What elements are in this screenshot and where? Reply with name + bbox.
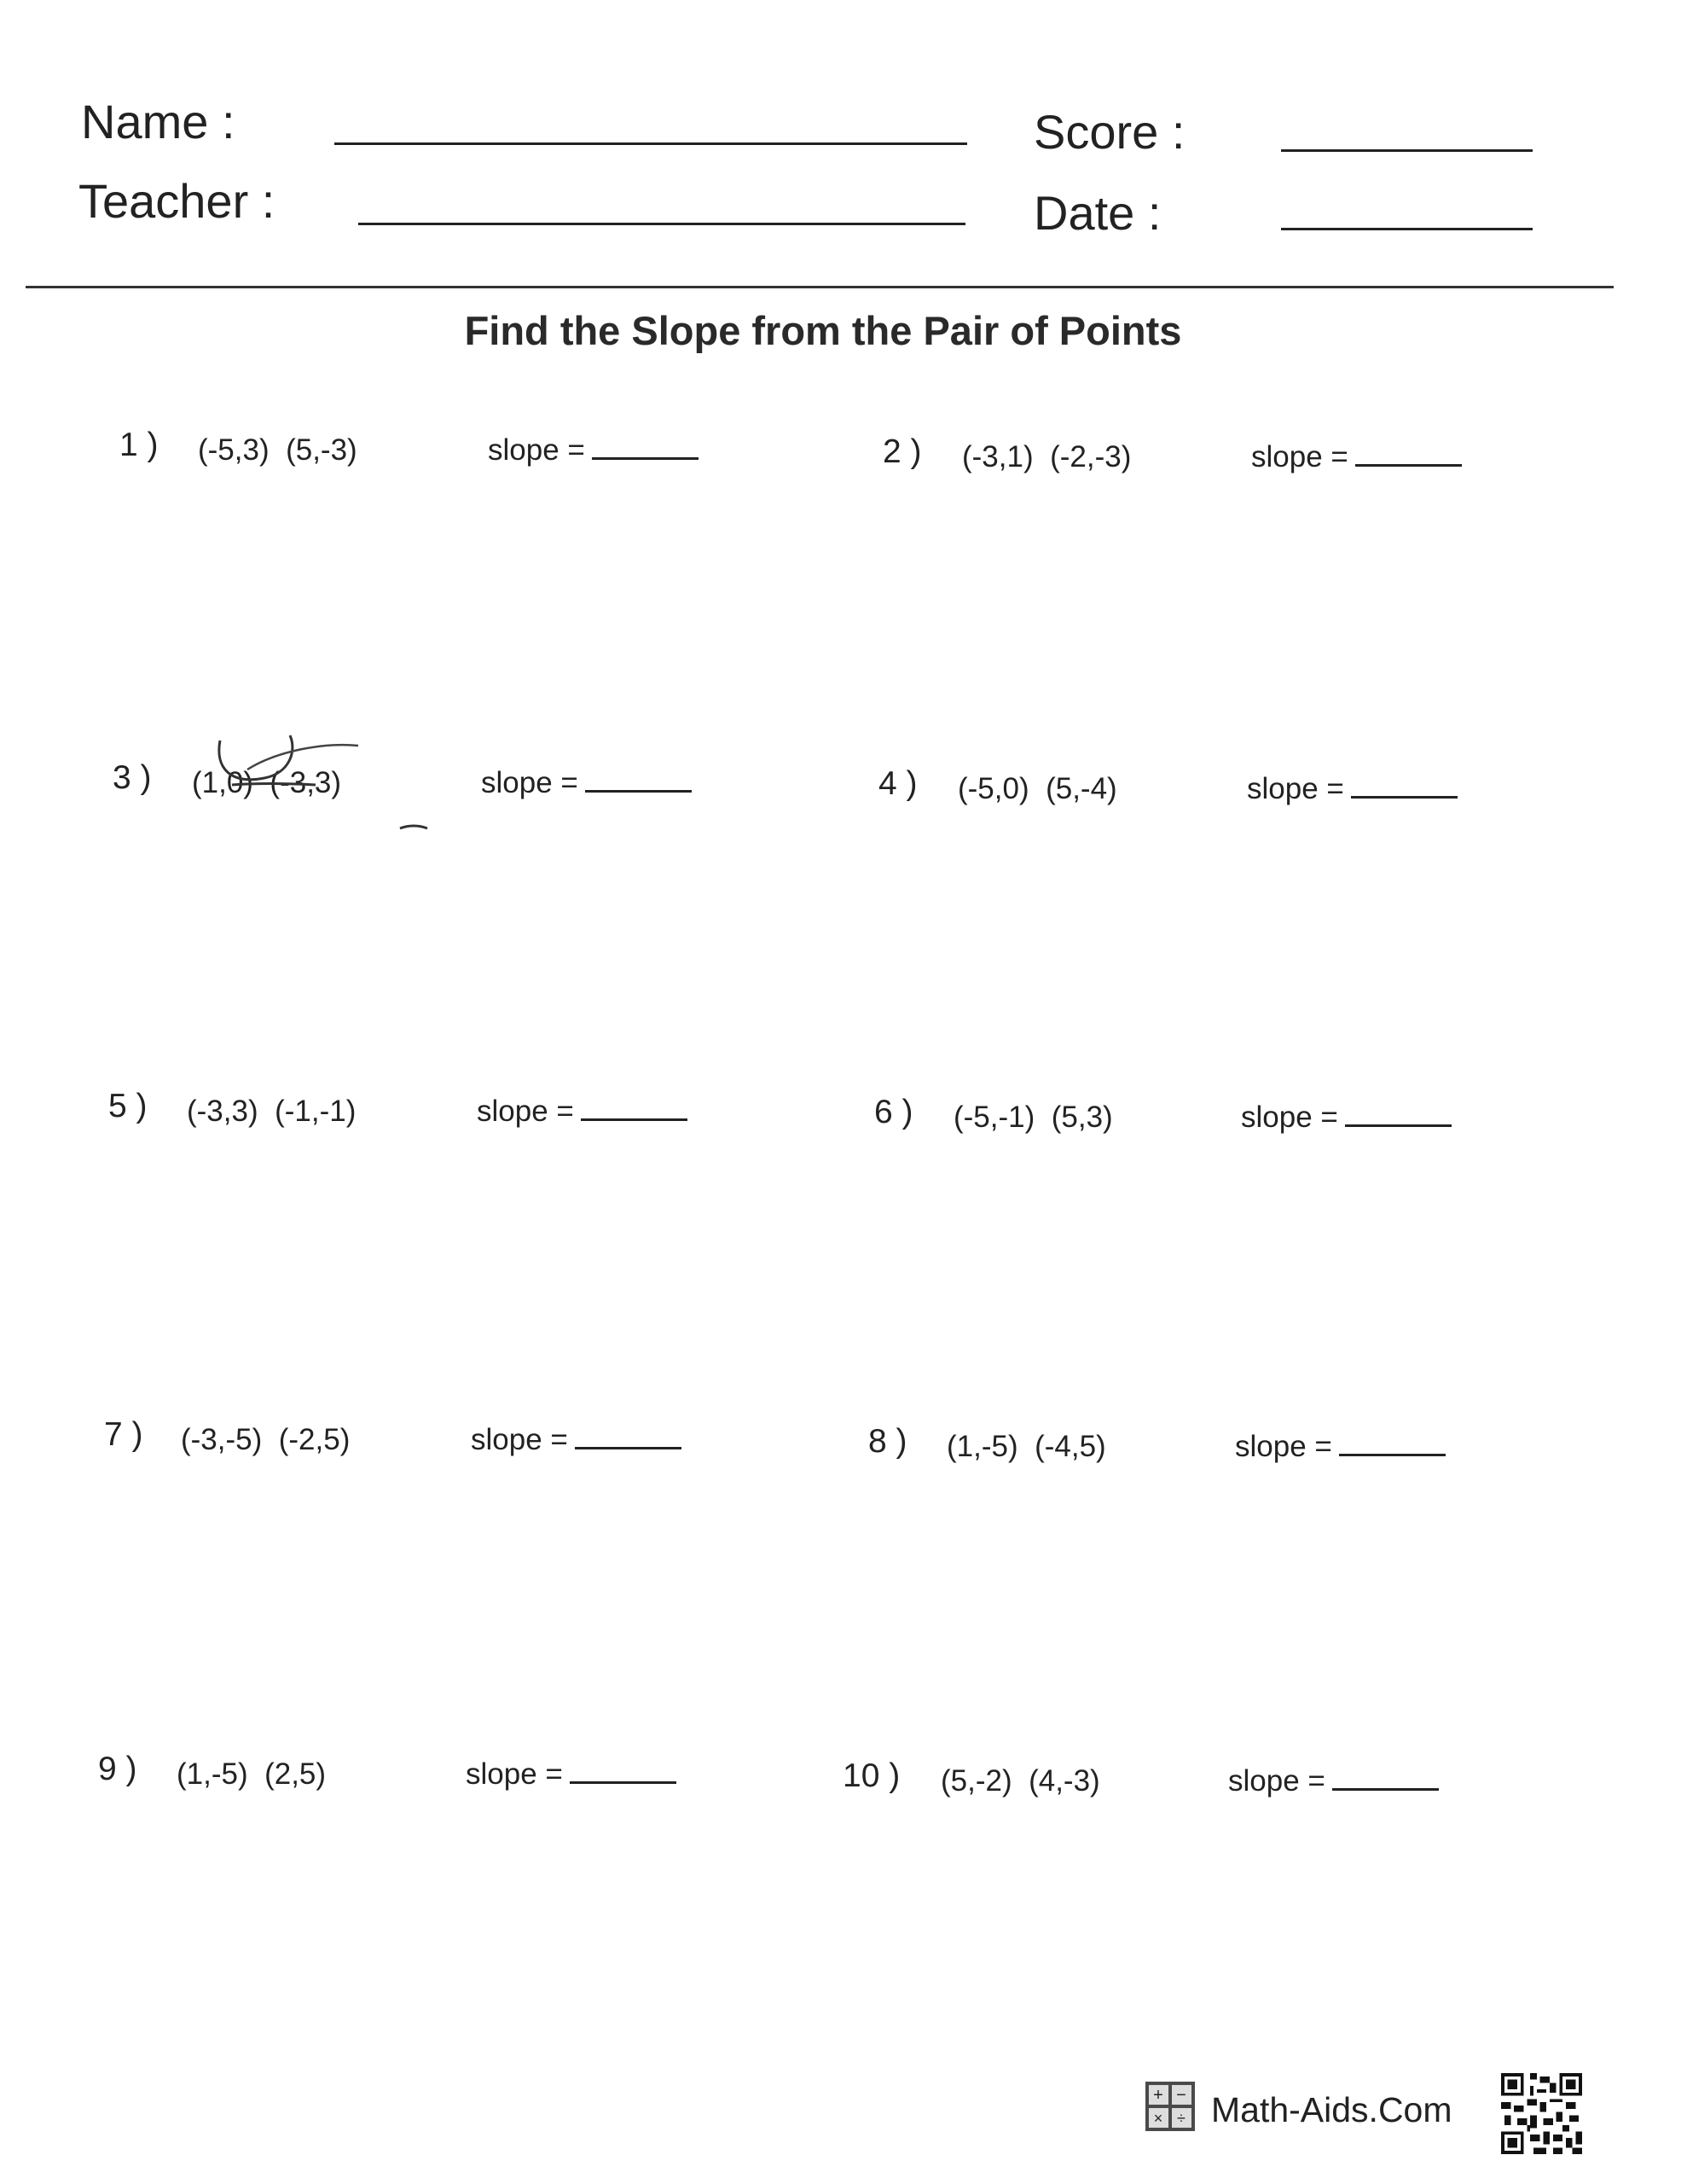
date-label: Date : <box>1034 186 1162 240</box>
answer-blank[interactable] <box>1351 796 1458 799</box>
answer-blank[interactable] <box>1332 1788 1439 1791</box>
problem-points: (-3,-5) (-2,5) <box>181 1423 351 1456</box>
answer-blank[interactable] <box>1355 464 1462 467</box>
slope-answer[interactable] <box>1228 1764 1439 1798</box>
slope-label: slope = <box>466 1757 563 1791</box>
slope-answer[interactable] <box>481 766 692 800</box>
problem-points: (1,-5) (2,5) <box>177 1757 327 1791</box>
problem-points: (-3,3) (-1,-1) <box>187 1095 357 1128</box>
problem-number: 5 ) <box>108 1088 148 1124</box>
problem-2 <box>883 433 1480 485</box>
slope-label: slope = <box>1228 1764 1325 1798</box>
svg-text:+: + <box>1153 2086 1163 2105</box>
slope-label: slope = <box>1251 440 1348 473</box>
slope-answer[interactable] <box>466 1757 676 1792</box>
problem-number: 9 ) <box>98 1751 137 1787</box>
score-label: Score : <box>1034 105 1186 159</box>
answer-blank[interactable] <box>581 1118 687 1121</box>
answer-blank[interactable] <box>592 457 699 460</box>
svg-text:×: × <box>1153 2110 1163 2127</box>
problem-number: 3 ) <box>113 759 152 796</box>
answer-blank[interactable] <box>570 1781 676 1784</box>
answer-blank[interactable] <box>1345 1124 1452 1127</box>
problem-5 <box>108 1088 705 1139</box>
slope-label: slope = <box>471 1423 568 1456</box>
slope-label: slope = <box>481 766 578 799</box>
name-label: Name : <box>81 95 235 148</box>
slope-answer[interactable] <box>1241 1101 1452 1135</box>
problem-points: (5,-2) (4,-3) <box>941 1764 1100 1798</box>
problem-number: 7 ) <box>104 1416 143 1453</box>
slope-answer[interactable] <box>1235 1430 1446 1464</box>
worksheet-title: Find the Slope from the Pair of Points <box>464 308 1182 353</box>
problem-points: (-3,1) (-2,-3) <box>962 440 1132 473</box>
problem-1 <box>119 427 716 478</box>
handwritten-circle-mark <box>196 734 367 845</box>
problem-9 <box>98 1751 695 1802</box>
problem-number: 1 ) <box>119 427 159 463</box>
slope-answer[interactable] <box>1251 440 1462 474</box>
problem-points: (-5,-1) (5,3) <box>954 1101 1113 1134</box>
teacher-label: Teacher : <box>78 174 275 228</box>
slope-answer[interactable] <box>477 1095 687 1129</box>
name-field[interactable] <box>334 142 967 145</box>
problem-number: 6 ) <box>874 1094 913 1130</box>
problem-number: 10 ) <box>843 1757 901 1794</box>
slope-answer[interactable] <box>488 433 699 468</box>
date-field[interactable] <box>1281 228 1533 230</box>
problem-points: (-5,3) (5,-3) <box>198 433 357 467</box>
problem-4 <box>878 765 1475 816</box>
slope-label: slope = <box>488 433 585 467</box>
slope-label: slope = <box>1241 1101 1338 1134</box>
problem-10 <box>843 1757 1474 1809</box>
problem-points: (1,-5) (-4,5) <box>947 1430 1106 1463</box>
answer-blank[interactable] <box>585 790 692 793</box>
math-aids-logo-icon <box>1145 2082 1195 2131</box>
problem-points: (1,0) (-3,3) <box>192 766 342 799</box>
header-divider <box>26 286 1614 288</box>
slope-label: slope = <box>1235 1430 1332 1463</box>
problem-points: (-5,0) (5,-4) <box>958 772 1117 805</box>
slope-label: slope = <box>1247 772 1344 805</box>
svg-text:÷: ÷ <box>1177 2110 1186 2127</box>
qr-code-icon <box>1501 2073 1582 2154</box>
problem-6 <box>874 1094 1471 1145</box>
slope-answer[interactable] <box>1247 772 1458 806</box>
answer-blank[interactable] <box>1339 1454 1446 1456</box>
problem-number: 4 ) <box>878 765 918 802</box>
svg-text:−: − <box>1176 2086 1186 2105</box>
problem-8 <box>868 1423 1465 1474</box>
handwritten-dash-mark <box>397 823 431 834</box>
problem-number: 8 ) <box>868 1423 907 1460</box>
slope-label: slope = <box>477 1095 574 1128</box>
problem-7 <box>104 1416 701 1467</box>
score-field[interactable] <box>1281 149 1533 152</box>
problem-number: 2 ) <box>883 433 922 470</box>
teacher-field[interactable] <box>358 223 965 225</box>
slope-answer[interactable] <box>471 1423 681 1457</box>
answer-blank[interactable] <box>575 1447 681 1449</box>
site-name: Math-Aids.Com <box>1211 2090 1452 2129</box>
